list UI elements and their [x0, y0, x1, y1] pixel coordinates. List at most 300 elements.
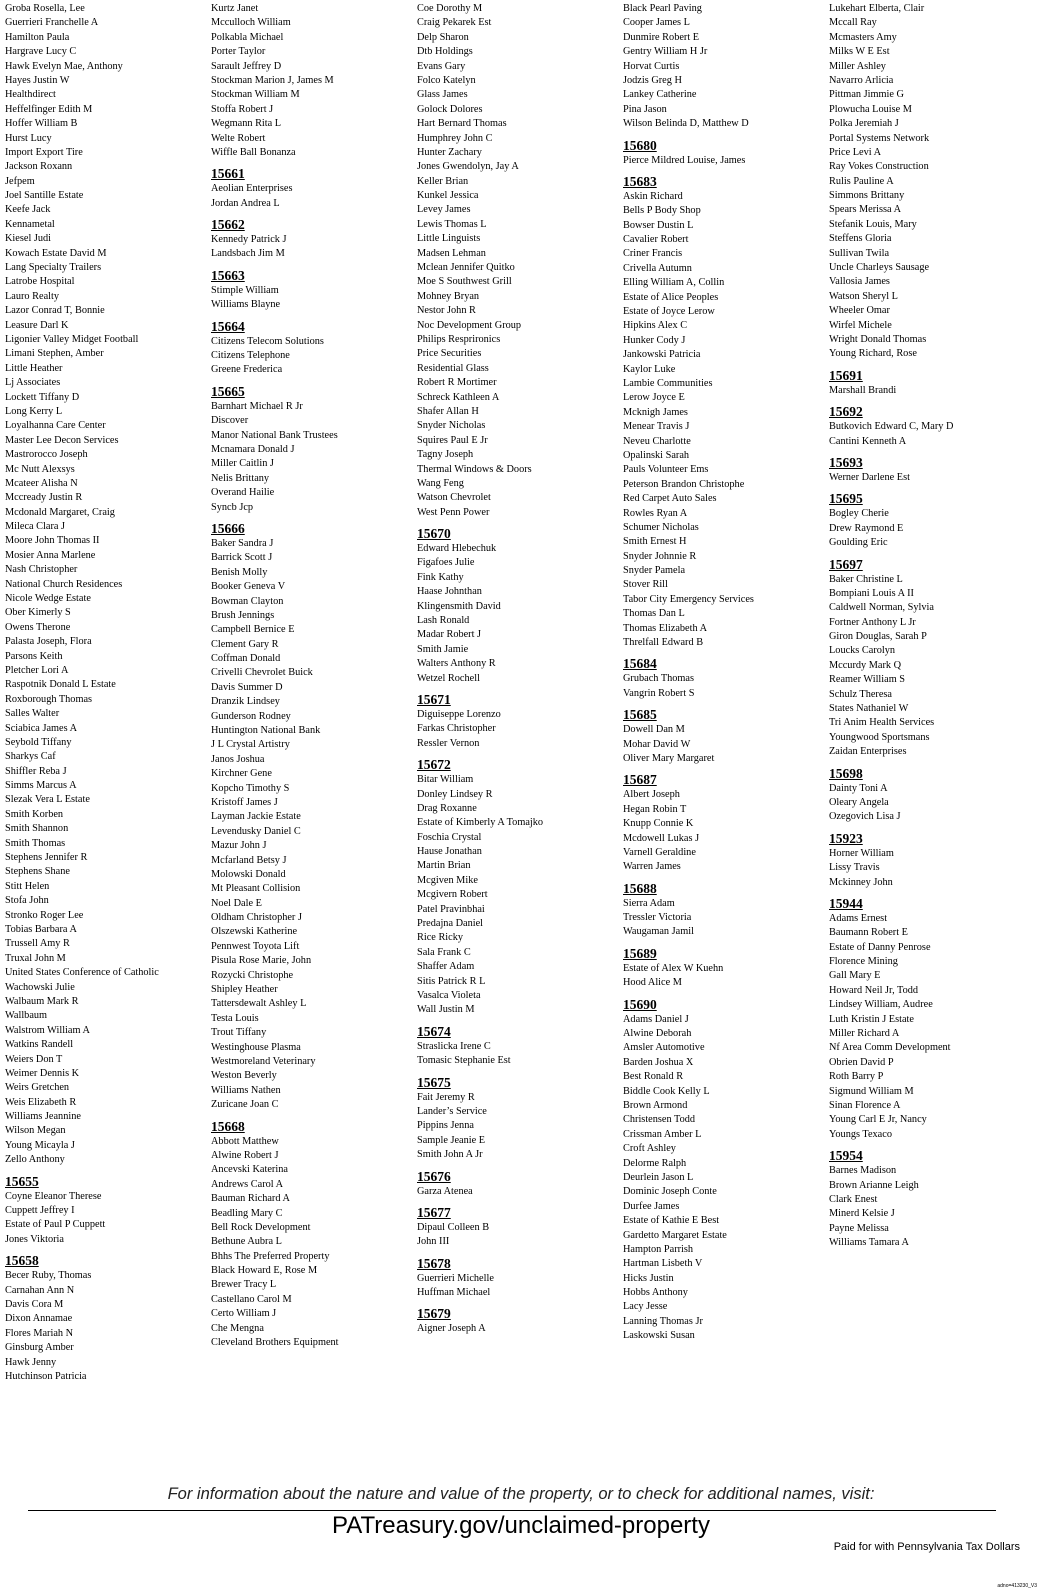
owner-name: Testa Louis [211, 1012, 259, 1024]
owner-name: Kristoff James J [211, 796, 278, 808]
owner-name: Baker Sandra J [211, 537, 274, 549]
owner-name: Lanning Thomas Jr [623, 1315, 703, 1327]
owner-name: Brown Armond [623, 1100, 688, 1111]
owner-name: Warren James [623, 861, 681, 873]
owner-name: Pippins Jenna [417, 1120, 474, 1132]
owner-name: Thomas Dan L [623, 608, 685, 620]
owner-name: Snyder Johnnie R [623, 550, 697, 562]
owner-name: Tomasic Stephanie Est [417, 1055, 511, 1067]
owner-name: Horvat Curtis [623, 60, 680, 72]
owner-name: Aeolian Enterprises [211, 183, 293, 195]
owner-name: Philips Resprironics [417, 333, 501, 345]
owner-name: Roxborough Thomas [5, 693, 93, 705]
owner-name: Bowman Clayton [211, 595, 284, 607]
zip-code-heading: 15688 [623, 880, 657, 896]
owner-name: Weirs Gretchen [5, 1082, 70, 1094]
owner-name: Youngs Texaco [829, 1128, 892, 1140]
zip-code-heading: 15674 [417, 1023, 451, 1039]
owner-name: States Nathaniel W [829, 703, 909, 715]
owner-name: Noc Development Group [417, 319, 522, 331]
owner-name: Simmons Brittany [829, 190, 905, 202]
owner-name: Dtb Holdings [417, 46, 473, 58]
owner-name: Payne Melissa [829, 1222, 889, 1234]
footer [0, 1484, 1042, 1504]
owner-name: Ressler Vernon [417, 737, 480, 749]
owner-name: Lewis Thomas L [417, 218, 487, 230]
owner-name: Estate of Alex W Kuehn [623, 962, 724, 974]
owner-name: Barden Joshua X [623, 1056, 694, 1068]
owner-name: Sierra Adam [623, 897, 675, 909]
owner-name: Jefpem [5, 175, 35, 187]
zip-code-heading: 15679 [417, 1306, 451, 1322]
owner-name: Wallbaum [5, 1010, 48, 1022]
owner-name: Estate of Joyce Lerow [623, 306, 715, 318]
owner-name: Stoffa Robert J [211, 103, 274, 115]
owner-name: Lankey Catherine [623, 89, 697, 101]
owner-name: Master Lee Decon Services [5, 434, 119, 446]
owner-name: Hawk Evelyn Mae, Anthony [5, 60, 123, 72]
owner-name: Wilson Megan [5, 1125, 66, 1137]
owner-name: Zello Anthony [5, 1154, 65, 1166]
owner-name: Groba Rosella, Lee [5, 3, 85, 14]
owner-name: Youngwood Sportsmans [829, 731, 930, 743]
owner-name: Jodzis Greg H [623, 74, 682, 86]
owner-name: Miller Richard A [829, 1028, 900, 1040]
owner-name: Wang Feng [417, 477, 464, 489]
owner-name: Citizens Telecom Solutions [211, 335, 324, 347]
owner-name: Bethune Aubra L [211, 1236, 282, 1248]
owner-name: Campbell Bernice E [211, 624, 295, 636]
owner-name: Bauman Richard A [211, 1193, 290, 1205]
owner-name: Elling William A, Collin [623, 277, 725, 289]
owner-name: Varnell Geraldine [623, 846, 696, 858]
owner-name: Robert R Mortimer [417, 377, 497, 389]
owner-name: Che Mengna [211, 1322, 264, 1334]
zip-code-heading: 15693 [829, 454, 863, 470]
owner-name: Dunmire Robert E [623, 31, 700, 43]
owner-name: Kirchner Gene [211, 768, 272, 780]
owner-name: Mosier Anna Marlene [5, 549, 96, 561]
owner-name: Kopcho Timothy S [211, 782, 290, 794]
owner-name: Stimple William [211, 284, 279, 296]
owner-name: Kowach Estate David M [5, 247, 107, 259]
owner-name: Mcnamara Donald J [211, 443, 295, 455]
owner-name: Westmoreland Veterinary [211, 1056, 316, 1067]
owner-name: Import Export Tire [5, 146, 83, 158]
owner-name: Dowell Dan M [623, 724, 685, 736]
owner-name: Landsbach Jim M [211, 248, 285, 260]
zip-code-heading: 15666 [211, 520, 245, 536]
owner-name: Andrews Carol A [211, 1178, 284, 1190]
owner-name: Bhhs The Preferred Property [211, 1250, 330, 1262]
owner-name: Molowski Donald [211, 868, 286, 880]
owner-name: Mazur John J [211, 840, 267, 852]
zip-code-heading: 15690 [623, 996, 657, 1012]
owner-name: Menear Travis J [623, 421, 690, 433]
owner-name: Joel Santille Estate [5, 190, 84, 202]
owner-name: Levendusky Daniel C [211, 825, 301, 837]
owner-name: Welte Robert [211, 132, 266, 144]
zip-code-heading: 15691 [829, 367, 863, 383]
owner-name: Alwine Deborah [623, 1028, 692, 1040]
owner-name: Hicks Justin [623, 1272, 674, 1284]
owner-name: Werner Darlene Est [829, 471, 910, 483]
owner-name: Loucks Carolyn [829, 645, 896, 657]
owner-name: Lash Ronald [417, 615, 470, 627]
owner-name: Hunker Cody J [623, 334, 686, 346]
owner-name: Long Kerry L [5, 405, 63, 417]
owner-name: Seybold Tiffany [5, 736, 72, 748]
listing-column [417, 2, 623, 1414]
owner-name: Weston Beverly [211, 1070, 277, 1082]
zip-code-heading: 15663 [211, 267, 245, 283]
owner-name: Huntington National Bank [211, 725, 321, 737]
owner-name: Nelis Brittany [211, 472, 270, 484]
owner-name: Moore John Thomas II [5, 535, 100, 547]
owner-name: Fink Kathy [417, 571, 464, 583]
owner-name: Mcgiven Mike [417, 874, 478, 886]
owner-name: Becer Ruby, Thomas [5, 1270, 92, 1282]
owner-name: Laskowski Susan [623, 1330, 695, 1342]
owner-name: Polkabla Michael [211, 31, 284, 43]
owner-name: Shiffler Reba J [5, 765, 67, 777]
owner-name: Salles Walter [5, 708, 60, 720]
owner-name: Ozegovich Lisa J [829, 811, 901, 823]
owner-name: Weis Elizabeth R [5, 1096, 77, 1108]
zip-code-heading: 15689 [623, 945, 657, 961]
owner-name: Manor National Bank Trustees [211, 429, 338, 441]
owner-name: Stover Rill [623, 579, 668, 591]
ad-code: adno=413230_V3 [997, 1583, 1037, 1589]
owner-name: Mckinney John [829, 876, 893, 888]
owner-name: Bell Rock Development [211, 1221, 311, 1233]
owner-name: Hamilton Paula [5, 31, 70, 43]
owner-name: Beadling Mary C [211, 1207, 283, 1219]
zip-code-heading: 15677 [417, 1204, 451, 1220]
owner-name: Crivella Autumn [623, 262, 692, 274]
owner-name: Mileca Clara J [5, 521, 66, 533]
owner-name: Ligonier Valley Midget Football [5, 333, 139, 345]
owner-name: Gardetto Margaret Estate [623, 1229, 727, 1241]
owner-name: Edward Hlebechuk [417, 543, 497, 555]
owner-name: Crivelli Chevrolet Buick [211, 667, 313, 679]
owner-name: Noel Dale E [211, 897, 262, 909]
owner-name: Kunkel Jessica [417, 190, 479, 202]
owner-name: Barrick Scott J [211, 552, 273, 564]
owner-name: Madsen Lehman [417, 247, 486, 259]
owner-name: Cooper James L [623, 17, 690, 29]
listing-column [211, 2, 417, 1414]
owner-name: Barnes Madison [829, 1165, 897, 1177]
owner-name: Mccall Ray [829, 17, 877, 29]
owner-name: Loyalhanna Care Center [5, 420, 106, 432]
owner-name: Watson Sheryl L [829, 290, 898, 302]
owner-name: Stockman Marion J, James M [211, 74, 334, 86]
owner-name: Peterson Brandon Christophe [623, 478, 745, 490]
footer-note: For information about the nature and value of the property, or to check for additional names, visit: [167, 1485, 875, 1503]
footer-paid-notice: Paid for with Pennsylvania Tax Dollars [833, 1541, 1020, 1553]
owner-name: Watkins Randell [5, 1039, 74, 1051]
owner-name: Snyder Pamela [623, 565, 686, 577]
owner-name: Williams Nathen [211, 1084, 281, 1096]
owner-name: Trout Tiffany [211, 1027, 267, 1039]
owner-name: Hause Jonathan [417, 846, 482, 858]
owner-name: Stofa John [5, 895, 49, 907]
owner-name: Butkovich Edward C, Mary D [829, 421, 954, 433]
zip-code-heading: 15685 [623, 707, 657, 723]
owner-name: Hunter Zachary [417, 146, 482, 158]
owner-name: Price Securities [417, 348, 482, 360]
owner-name: Pennwest Toyota Lift [211, 940, 300, 952]
zip-code-heading: 15675 [417, 1074, 451, 1090]
owner-name: Wiffle Ball Bonanza [211, 146, 296, 158]
owner-name: Discover [211, 415, 249, 427]
owner-name: Pauls Volunteer Ems [623, 464, 709, 476]
owner-name: Jankowski Patricia [623, 349, 701, 361]
owner-name: Polka Jeremiah J [829, 118, 899, 130]
owner-name: Hegan Robin T [623, 803, 687, 815]
owner-name: Citizens Telephone [211, 350, 290, 362]
owner-name: Pittman Jimmie G [829, 89, 904, 101]
owner-name: Smith John A Jr [417, 1149, 483, 1161]
owner-name: Brewer Tracy L [211, 1279, 277, 1291]
owner-name: Ray Vokes Construction [829, 161, 929, 173]
owner-name: Parsons Keith [5, 650, 63, 662]
owner-name: Healthdirect [5, 89, 56, 101]
owner-name: Certo William J [211, 1308, 277, 1320]
owner-name: Neveu Charlotte [623, 435, 691, 447]
owner-name: Lacy Jesse [623, 1301, 668, 1313]
owner-name: Horner William [829, 847, 894, 859]
owner-name: Nf Area Comm Development [829, 1042, 951, 1054]
owner-name: Gunderson Rodney [211, 710, 291, 722]
owner-name: Deurlein Jason L [623, 1171, 694, 1183]
owner-name: Castellano Carol M [211, 1293, 292, 1305]
owner-name: Rozycki Christophe [211, 969, 294, 981]
owner-name: J L Crystal Artistry [211, 739, 290, 751]
owner-name: Carnahan Ann N [5, 1284, 75, 1296]
owner-name: Minerd Kelsie J [829, 1208, 895, 1220]
owner-name: Tagny Joseph [417, 449, 474, 461]
owner-name: Mcateer Alisha N [5, 477, 78, 489]
zip-code-heading: 15687 [623, 772, 657, 788]
owner-name: Giron Douglas, Sarah P [829, 631, 927, 643]
owner-name: Zuricane Joan C [211, 1099, 279, 1111]
owner-name: Lockett Tiffany D [5, 391, 80, 403]
owner-name: Smith Korben [5, 808, 64, 820]
owner-name: Rowles Ryan A [623, 507, 688, 519]
owner-name: Williams Jeannine [5, 1111, 81, 1123]
owner-name: Little Heather [5, 362, 63, 374]
owner-name: Nestor John R [417, 305, 476, 317]
listing-column [829, 2, 1035, 1414]
owner-name: Oldham Christopher J [211, 912, 302, 924]
owner-name: Delp Sharon [417, 31, 469, 43]
owner-name: Shipley Heather [211, 984, 278, 996]
owner-name: Wirfel Michele [829, 319, 892, 331]
owner-name: Humphrey John C [417, 132, 493, 144]
owner-name: Oleary Angela [829, 796, 889, 808]
zip-code-heading: 15692 [829, 404, 863, 420]
owner-name: Kaylor Luke [623, 363, 676, 375]
owner-name: Bompiani Louis A II [829, 587, 914, 599]
owner-name: Christensen Todd [623, 1114, 696, 1126]
owner-name: Levey James [417, 204, 471, 216]
owner-name: Predajna Daniel [417, 918, 484, 930]
owner-name: Uncle Charleys Sausage [829, 262, 930, 274]
owner-name: Coyne Eleanor Therese [5, 1190, 102, 1202]
owner-name: Residential Glass [417, 362, 489, 374]
owner-name: Schulz Theresa [829, 688, 892, 700]
owner-name: Benish Molly [211, 566, 268, 578]
owner-name: Tobias Barbara A [5, 924, 77, 935]
owner-name: Red Carpet Auto Sales [623, 493, 717, 505]
owner-name: Black Howard E, Rose M [211, 1265, 318, 1277]
owner-name: Golock Dolores [417, 103, 483, 115]
owner-name: Squires Paul E Jr [417, 434, 488, 446]
owner-name: Bogley Cherie [829, 508, 889, 520]
owner-name: Huffman Michael [417, 1287, 491, 1299]
zip-code-heading: 15664 [211, 318, 245, 334]
owner-name: Mccurdy Mark Q [829, 659, 902, 671]
owner-name: Kurtz Janet [211, 3, 259, 14]
owner-name: Evans Gary [417, 60, 466, 72]
owner-name: Lander’s Service [417, 1105, 487, 1117]
owner-name: Kiesel Judi [5, 233, 52, 245]
owner-name: Hampton Parrish [623, 1243, 694, 1255]
footer-url[interactable]: PATreasury.gov/unclaimed-property [332, 1512, 710, 1539]
owner-name: Obrien David P [829, 1056, 894, 1068]
owner-name: Hayes Justin W [5, 74, 70, 86]
owner-name: Albert Joseph [623, 789, 680, 801]
owner-name: Ancevski Katerina [211, 1164, 288, 1176]
owner-name: Williams Blayne [211, 299, 281, 311]
owner-name: Estate of Danny Penrose [829, 941, 931, 953]
owner-name: Trussell Amy R [5, 938, 70, 950]
owner-name: Hipkins Alex C [623, 320, 688, 332]
owner-name: Mc Nutt Alexsys [5, 463, 75, 475]
owner-name: Jackson Roxann [5, 161, 73, 173]
owner-name: Dipaul Colleen B [417, 1221, 490, 1233]
owner-name: Cuppett Jeffrey I [5, 1205, 75, 1217]
owner-name: Shafer Allan H [417, 405, 479, 417]
owner-name: Pierce Mildred Louise, James [623, 154, 746, 166]
owner-name: Keller Brian [417, 175, 469, 187]
owner-name: Stitt Helen [5, 880, 50, 892]
owner-name: Craig Pekarek Est [417, 17, 492, 29]
owner-name: Mclean Jennifer Quitko [417, 262, 515, 274]
owner-name: Stronko Roger Lee [5, 909, 84, 921]
zip-code-heading: 15678 [417, 1255, 451, 1271]
owner-name: Mcculloch William [211, 17, 291, 29]
owner-name: Lauro Realty [5, 290, 60, 302]
zip-code-heading: 15658 [5, 1253, 39, 1269]
owner-name: Wetzel Rochell [417, 672, 480, 684]
owner-name: Walbaum Mark R [5, 995, 79, 1007]
owner-name: Palasta Joseph, Flora [5, 636, 92, 648]
owner-name: Nash Christopher [5, 564, 78, 576]
owner-name: Miller Ashley [829, 60, 886, 72]
owner-name: Tri Anim Health Services [829, 717, 935, 729]
owner-name: Janos Joshua [211, 753, 265, 765]
owner-name: Sample Jeanie E [417, 1134, 486, 1146]
owner-name: Truxal John M [5, 952, 66, 964]
owner-name: Vangrin Robert S [623, 687, 695, 699]
owner-name: Opalinski Sarah [623, 449, 690, 461]
owner-name: Black Pearl Paving [623, 3, 702, 14]
owner-name: Mastrorocco Joseph [5, 449, 88, 461]
owner-name: Pina Jason [623, 103, 667, 115]
owner-name: Knupp Connie K [623, 818, 694, 830]
owner-name: Estate of Alice Peoples [623, 291, 719, 303]
owner-name: Barnhart Michael R Jr [211, 400, 303, 412]
zip-code-heading: 15671 [417, 691, 451, 707]
owner-name: Tabor City Emergency Services [623, 593, 754, 605]
owner-name: Vallosia James [829, 276, 890, 288]
owner-name: Sitis Patrick R L [417, 975, 486, 987]
owner-name: Westinghouse Plasma [211, 1041, 301, 1053]
owner-name: Nicole Wedge Estate [5, 593, 91, 605]
unclaimed-property-listing [5, 2, 1037, 1414]
owner-name: West Penn Power [417, 506, 490, 518]
owner-name: Aigner Joseph A [417, 1323, 486, 1335]
owner-name: Mcgivern Robert [417, 889, 488, 901]
owner-name: Heffelfinger Edith M [5, 103, 93, 115]
owner-name: Porter Taylor [211, 46, 266, 58]
owner-name: Layman Jackie Estate [211, 811, 301, 823]
owner-name: Steffens Gloria [829, 233, 892, 245]
owner-name: Klingensmith David [417, 600, 501, 612]
owner-name: Smith Shannon [5, 823, 69, 835]
owner-name: National Church Residences [5, 578, 123, 590]
listing-column [5, 2, 211, 1414]
owner-name: Tattersdewalt Ashley L [211, 998, 307, 1010]
owner-name: Mcmasters Amy [829, 31, 897, 43]
owner-name: Gentry William H Jr [623, 46, 708, 58]
owner-name: Folco Katelyn [417, 74, 476, 86]
owner-name: Vasalca Violeta [417, 990, 481, 1001]
owner-name: Jones Gwendolyn, Jay A [417, 161, 519, 173]
owner-name: Little Linguists [417, 233, 481, 245]
owner-name: Stephens Shane [5, 866, 70, 878]
owner-name: Bells P Body Shop [623, 205, 701, 217]
owner-name: Tressler Victoria [623, 912, 692, 924]
owner-name: Latrobe Hospital [5, 276, 75, 288]
owner-name: Sala Frank C [417, 946, 471, 958]
owner-name: Smith Jamie [417, 643, 469, 655]
owner-name: Cavalier Robert [623, 234, 689, 246]
owner-name: Mohar David W [623, 738, 691, 750]
owner-name: Hood Alice M [623, 977, 682, 989]
owner-name: Lukehart Elberta, Clair [829, 3, 925, 14]
owner-name: Weiers Don T [5, 1053, 63, 1065]
owner-name: Goulding Eric [829, 537, 888, 549]
owner-name: Lambie Communities [623, 377, 713, 389]
owner-name: Mccready Justin R [5, 492, 83, 504]
zip-code-heading: 15954 [829, 1148, 863, 1164]
owner-name: Glass James [417, 89, 468, 101]
owner-name: Howard Neil Jr, Todd [829, 984, 919, 996]
owner-name: Williams Tamara A [829, 1237, 909, 1249]
owner-name: Luth Kristin J Estate [829, 1013, 914, 1025]
owner-name: Zaidan Enterprises [829, 746, 907, 758]
owner-name: Drew Raymond E [829, 522, 904, 534]
owner-name: Sarault Jeffrey D [211, 60, 282, 72]
owner-name: Haase Johnthan [417, 586, 482, 598]
owner-name: Kennedy Patrick J [211, 234, 287, 246]
owner-name: Sigmund William M [829, 1085, 914, 1097]
owner-name: Adams Daniel J [623, 1013, 689, 1025]
